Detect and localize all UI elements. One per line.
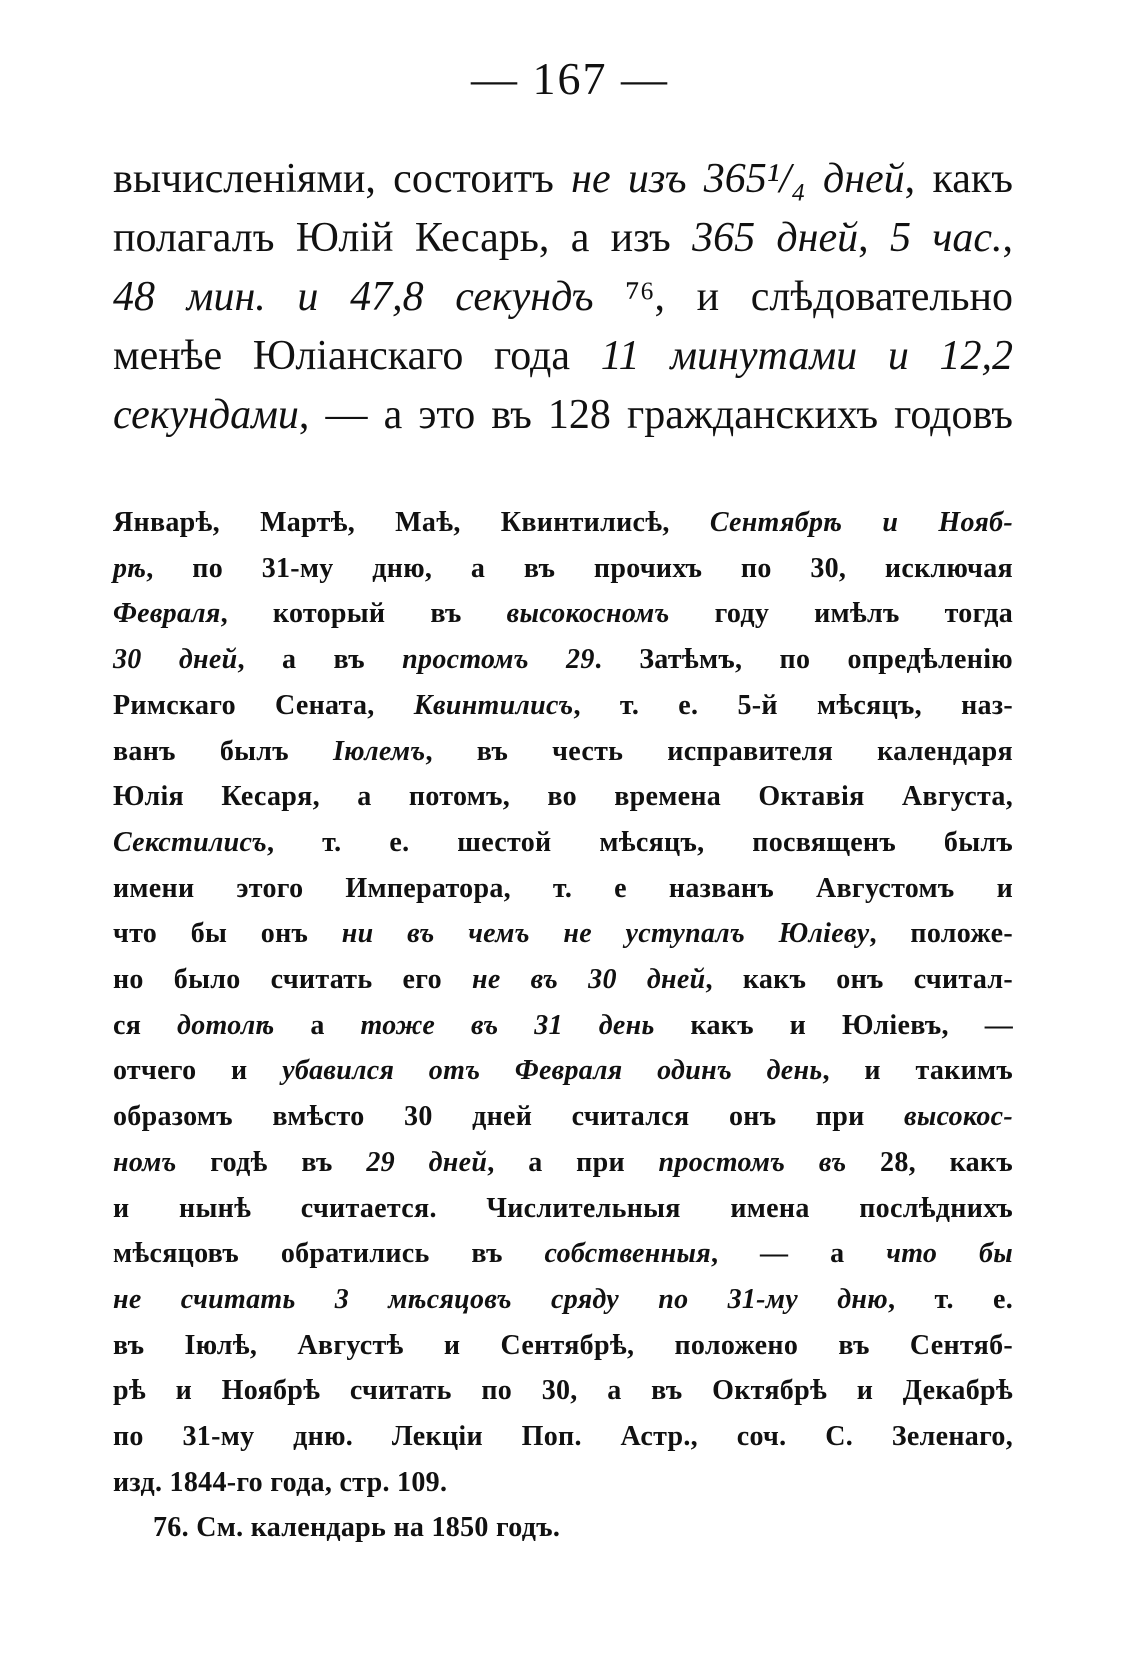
italic-text-segment: секундами [113,392,299,438]
text-segment: отчего и [113,1055,283,1087]
footnote-line [113,1414,1013,1460]
text-segment: ванъ былъ [113,735,333,767]
footnote-line [113,1277,1013,1323]
footnote-line [113,911,1013,957]
italic-text-segment: собственныя [544,1238,711,1270]
text-segment: 76. См. календарь на 1850 годъ. [153,1512,561,1544]
italic-text-segment: не считать 3 мѣсяцовъ сряду по 31-му дню [113,1283,888,1315]
text-segment: , который въ [220,598,507,630]
italic-text-segment: Февраля [113,598,221,630]
main-text-line [113,386,1013,445]
page-number: — 167 — [471,53,669,104]
text-segment: въ Іюлѣ, Августѣ и Сентябрѣ, положено въ Сентяб- [113,1329,1013,1361]
footnote-line [113,683,1013,729]
italic-text-segment: 365 дней [692,215,859,261]
footnote-line [113,1048,1013,1094]
italic-text-segment: высокос- [904,1101,1013,1133]
italic-text-segment: рѣ [113,552,147,584]
footnote-line [113,820,1013,866]
footnote-line [113,1231,1013,1277]
footnote-line [113,591,1013,637]
italic-text-segment: 30 дней [113,644,238,676]
text-segment: и нынѣ считается. Числительныя имена послѣднихъ [113,1192,1013,1224]
italic-text-segment: 5 час. [889,215,1003,261]
text-segment: а [274,1009,361,1041]
text-segment: , т. е. [888,1283,1013,1315]
text-segment: , а при [487,1146,659,1178]
main-text-line [113,268,1013,327]
text-segment: рѣ и Ноябрѣ считать по 30, а въ Октябрѣ и Декабрѣ [113,1375,1013,1407]
text-segment: по 31-му дню. Лекціи Поп. Астр., соч. С. Зеленаго, [113,1421,1013,1453]
text-segment: , а въ [237,644,403,676]
text-segment: менѣе Юліанскаго года [113,333,601,379]
italic-text-segment: убавился отъ Февраля одинъ день [282,1055,823,1087]
italic-text-segment: тоже въ 31 день [360,1009,655,1041]
italic-text-segment: Секстилисъ [113,826,267,858]
text-segment: , положе- [869,918,1013,950]
text-segment: , и такимъ [822,1055,1014,1087]
text-segment: . Затѣмъ, по опредѣленію [594,644,1013,676]
italic-text-segment: Сентябрѣ и Нояб- [709,507,1013,538]
footnote-block [113,500,1013,1551]
text-segment: , какъ онъ считал- [705,964,1014,996]
text-segment: , т. е. 5-й мѣсяцъ, наз- [573,689,1013,721]
text-segment: изд. 1844-го года, стр. 109. [113,1466,448,1498]
footnote-line [113,1094,1013,1140]
text-segment: , въ честь исправителя календаря [425,735,1013,767]
italic-text-segment: ни въ чемъ не уступалъ Юліеву [341,918,870,950]
footnote-line [113,546,1013,592]
text-segment: , какъ [904,156,1013,202]
text-segment: , — а это въ 128 гражданскихъ годовъ [298,392,1013,438]
footnote-line [113,866,1013,912]
footnote-line [113,729,1013,775]
main-text-line [113,327,1013,386]
text-segment: Юлія Кесаря, а потомъ, во времена Октавія Августа, [113,781,1013,813]
italic-text-segment: простомъ 29 [402,644,595,676]
italic-text-segment: высокосномъ [506,598,670,630]
text-segment: , [1002,215,1013,261]
footnote-line [113,1003,1013,1049]
italic-text-segment: простомъ въ [658,1146,847,1178]
text-segment: , по 31-му дню, а въ прочихъ по 30, исключая [146,552,1013,584]
italic-text-segment: что бы [886,1238,1013,1270]
italic-text-segment: 29 дней [366,1146,488,1178]
italic-text-segment: Квинтилисъ [413,689,574,721]
text-segment: 28, какъ [846,1146,1013,1178]
text-segment: мѣсяцовъ обратились въ [113,1238,545,1270]
main-text-block [113,150,1013,445]
text-segment: что бы онъ [113,918,342,950]
italic-text-segment: 48 мин. и 47,8 секундъ [113,274,594,320]
italic-text-segment: номъ [113,1146,177,1178]
italic-text-segment: не въ 30 дней [471,964,706,996]
text-segment: , — а [710,1238,887,1270]
text-segment: ⁷⁶, и слѣдовательно [593,274,1013,320]
footnote-line [113,774,1013,820]
italic-text-segment: ¹/₄ [766,156,806,202]
text-segment: , т. е. шестой мѣсяцъ, посвященъ былъ [266,826,1013,858]
footnote-line [113,1460,1013,1506]
main-text-line [113,150,1013,209]
footnote-line [113,1186,1013,1232]
footnote-line [113,637,1013,683]
text-segment: какъ и Юліевъ, — [654,1009,1014,1041]
text-segment: Римскаго Сената, [113,689,414,721]
text-segment: , [858,215,890,261]
italic-text-segment: 11 минутами и 12,2 [600,333,1013,379]
text-segment: но было считать его [113,964,472,996]
text-segment: Январѣ, Мартѣ, Маѣ, Квинтилисѣ, [113,507,710,538]
text-segment: вычисленіями, состоитъ [113,156,572,202]
text-segment: ся [113,1009,178,1041]
italic-text-segment: Іюлемъ [332,735,426,767]
italic-text-segment: дней [805,156,905,202]
footnote-line [113,500,1013,546]
text-segment: имени этого Императора, т. е названъ Августомъ и [113,872,1013,904]
text-segment: полагалъ Юлій Кесарь, а изъ [113,215,693,261]
italic-text-segment: дотолѣ [177,1009,275,1041]
footnote-line [113,1505,1013,1551]
text-segment: образомъ вмѣсто 30 дней считался онъ при [113,1101,905,1133]
text-segment: году имѣлъ тогда [669,598,1013,630]
footnote-line [113,1368,1013,1414]
footnote-line [113,957,1013,1003]
footnote-line [113,1140,1013,1186]
text-segment: годѣ въ [176,1146,367,1178]
footnote-line [113,1323,1013,1369]
italic-text-segment: не изъ 365 [571,156,767,202]
main-text-line [113,209,1013,268]
